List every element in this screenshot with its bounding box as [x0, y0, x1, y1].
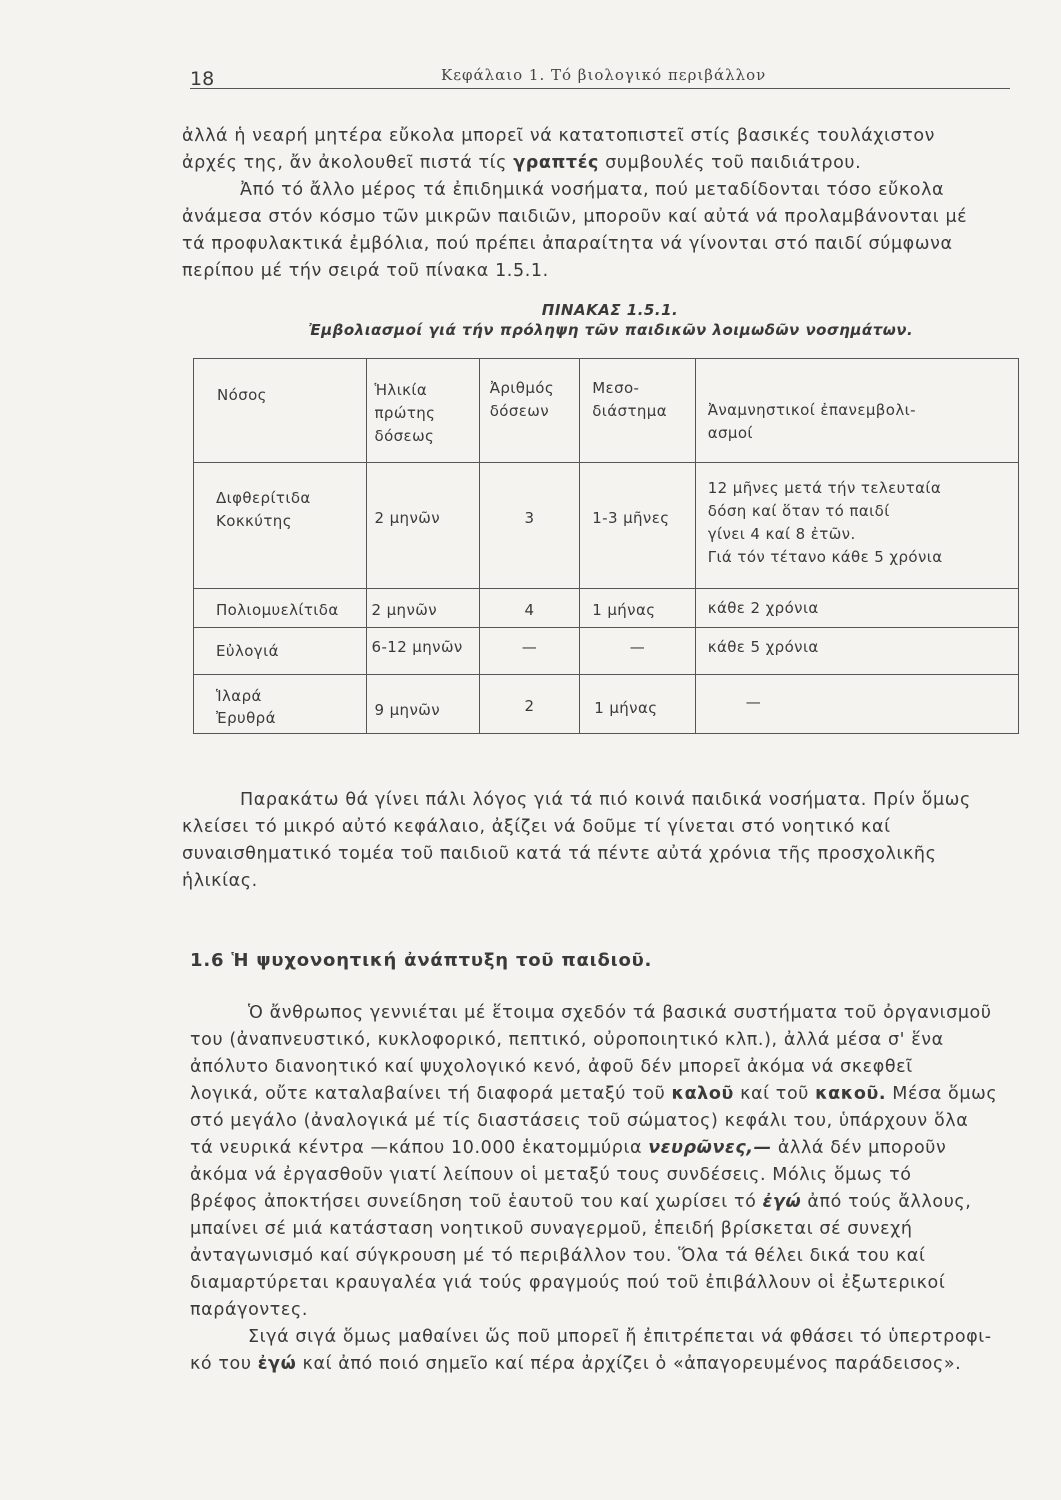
text-line: του (ἀναπνευστικό, κυκλοφορικό, πεπτικό, οὐροποιητικό κλπ.), ἀλλά μέσα σ' ἕνα — [190, 1030, 944, 1050]
text-line: Σιγά σιγά ὅμως μαθαίνει ὥς ποῦ μπορεῖ ἤ ἐπιτρέπεται νά φθάσει τό ὑπερτροφι- — [248, 1327, 992, 1347]
section-paragraph — [190, 1000, 1030, 1378]
header-doses: Ἀριθμός δόσεων — [489, 379, 555, 420]
emphasis-text: κακοῦ. — [815, 1084, 887, 1104]
table-header-row — [194, 359, 1019, 463]
page-number: 18 — [190, 68, 215, 90]
cell-age: 9 μηνῶν — [374, 701, 440, 719]
text-line: τά προφυλακτικά ἐμβόλια, πού πρέπει ἀπαραίτητα νά γίνονται στό παιδί σύμφωνα — [182, 234, 953, 254]
cell-age: 2 μηνῶν — [371, 601, 437, 619]
text-line: περίπου μέ τήν σειρά τοῦ πίνακα 1.5.1. — [182, 261, 549, 281]
header-disease: Νόσος — [217, 386, 267, 404]
text-line: ἡλικίας. — [182, 871, 258, 891]
text-line: κλείσει τό μικρό αὐτό κεφάλαιο, ἀξίζει νά δοῦμε τί γίνεται στό νοητικό καί — [182, 817, 891, 837]
header-interval: Μεσο- διάστημα — [592, 379, 668, 420]
table-row — [194, 589, 1019, 628]
text-line: Ὁ ἄνθρωπος γεννιέται μέ ἕτοιμα σχεδόν τά βασικά συστήματα τοῦ ὀργανισμοῦ — [248, 1003, 992, 1023]
emphasis-text: νευρῶνες,— — [648, 1138, 772, 1158]
intro-paragraph — [182, 123, 1022, 285]
text-line: βρέφος ἀποκτήσει συνείδηση τοῦ ἑαυτοῦ του καί χωρίσει τό ἐγώ ἀπό τούς ἄλλους, — [190, 1192, 972, 1212]
text-line: ἀρχές της, ἄν ἀκολουθεῖ πιστά τίς γραπτές συμβουλές τοῦ παιδιάτρου. — [182, 153, 862, 173]
table-row — [194, 628, 1019, 675]
cell-booster: 12 μῆνες μετά τήν τελευταία δόση καί ὅταν τό παιδί γίνει 4 καί 8 ἐτῶν. Γιά τόν τέτανο κάθε 5 χρόνια — [707, 479, 943, 566]
cell-booster: — — [745, 693, 762, 711]
cell-booster: κάθε 5 χρόνια — [707, 638, 819, 656]
running-title: Κεφάλαιο 1. Τό βιολογικό περιβάλλον — [441, 66, 767, 84]
text-line: ἀκόμα νά ἐργασθοῦν γιατί λείπουν οἱ μεταξύ τους συνδέσεις. Μόλις ὅμως τό — [190, 1165, 912, 1185]
cell-age: 6-12 μηνῶν — [371, 638, 463, 656]
cell-doses: 4 — [524, 601, 535, 619]
text-line: λογικά, οὔτε καταλαβαίνει τή διαφορά μεταξύ τοῦ καλοῦ καί τοῦ κακοῦ. Μέσα ὅμως — [190, 1084, 998, 1104]
cell-disease: Εὐλογιά — [216, 642, 279, 660]
page-header — [190, 62, 1010, 89]
text-line: συναισθηματικό τομέα τοῦ παιδιοῦ κατά τά πέντε αὐτά χρόνια τῆς προσχολικῆς — [182, 844, 937, 864]
table-caption-text: Ἐμβολιασμοί γιά τήν πρόληψη τῶν παιδικῶν λοιμωδῶν νοσημάτων. — [308, 321, 914, 339]
text-line: μπαίνει σέ μιά κατάσταση νοητικοῦ συναγερμοῦ, ἐπειδή βρίσκεται σέ συνεχή — [190, 1219, 913, 1239]
text-line: ἀλλά ἡ νεαρή μητέρα εὔκολα μπορεῖ νά κατατοπιστεῖ στίς βασικές τουλάχιστον — [182, 126, 936, 146]
table-row — [194, 463, 1019, 589]
table-row — [194, 675, 1019, 734]
text-line: ἀπόλυτο διανοητικό καί ψυχολογικό κενό, ἀφοῦ δέν μπορεῖ ἀκόμα νά σκεφθεῖ — [190, 1057, 913, 1077]
text-line: διαμαρτύρεται κραυγαλέα γιά τούς φραγμούς πού τοῦ ἐπιβάλλουν οἱ ἐξωτερικοί — [190, 1273, 946, 1293]
emphasis-text: ἐγώ — [762, 1192, 802, 1212]
cell-doses: 2 — [524, 697, 535, 715]
cell-interval: 1 μήνας — [592, 601, 656, 619]
cell-doses: — — [521, 638, 538, 656]
table-label: ΠΙΝΑΚΑΣ 1.5.1. — [541, 301, 679, 319]
vaccination-table — [193, 358, 1019, 734]
cell-disease: Πολιομυελίτιδα — [216, 601, 339, 619]
emphasis-text: γραπτές — [513, 153, 600, 173]
header-booster: Ἀναμνηστικοί ἐπανεμβολι- ασμοί — [707, 401, 916, 442]
emphasis-text: καλοῦ — [671, 1084, 734, 1104]
section-heading: 1.6 Ἡ ψυχονοητική ἀνάπτυξη τοῦ παιδιοῦ. — [190, 950, 653, 971]
after-table-paragraph — [182, 787, 1022, 895]
text-line: ἀνταγωνισμό καί σύγκρουση μέ τό περιβάλλον του. Ὅλα τά θέλει δικά του καί — [190, 1246, 926, 1266]
text-line: στό μεγάλο (ἀναλογικά μέ τίς διαστάσεις τοῦ σώματος) κεφάλι του, ὑπάρχουν ὅλα — [190, 1111, 969, 1131]
text-line: Παρακάτω θά γίνει πάλι λόγος γιά τά πιό κοινά παιδικά νοσήματα. Πρίν ὅμως — [240, 790, 971, 810]
cell-interval: — — [629, 638, 646, 656]
header-age: Ἡλικία πρώτης δόσεως — [374, 381, 436, 445]
emphasis-text: ἐγώ — [257, 1354, 297, 1374]
text-line: ἀνάμεσα στόν κόσμο τῶν μικρῶν παιδιῶν, μποροῦν καί αὐτά νά προλαμβάνονται μέ — [182, 207, 968, 227]
cell-interval: 1 μήνας — [594, 699, 658, 717]
cell-age: 2 μηνῶν — [374, 509, 440, 527]
cell-disease: Ἱλαρά Ἐρυθρά — [216, 687, 276, 727]
text-line: παράγοντες. — [190, 1300, 308, 1320]
cell-booster: κάθε 2 χρόνια — [707, 599, 819, 617]
cell-disease: Διφθερίτιδα Κοκκύτης — [216, 489, 311, 530]
text-line: τά νευρικά κέντρα —κάπου 10.000 ἑκατομμύρια νευρῶνες,— ἀλλά δέν μποροῦν — [190, 1138, 947, 1158]
text-line: κό του ἐγώ καί ἀπό ποιό σημεῖο καί πέρα ἀρχίζει ὁ «ἀπαγορευμένος παράδεισος». — [190, 1354, 962, 1374]
text-line: Ἀπό τό ἄλλο μέρος τά ἐπιδημικά νοσήματα, πού μεταδίδονται τόσο εὔκολα — [240, 180, 945, 200]
cell-interval: 1-3 μῆνες — [592, 509, 670, 527]
table-caption — [190, 300, 1020, 340]
cell-doses: 3 — [524, 509, 535, 527]
